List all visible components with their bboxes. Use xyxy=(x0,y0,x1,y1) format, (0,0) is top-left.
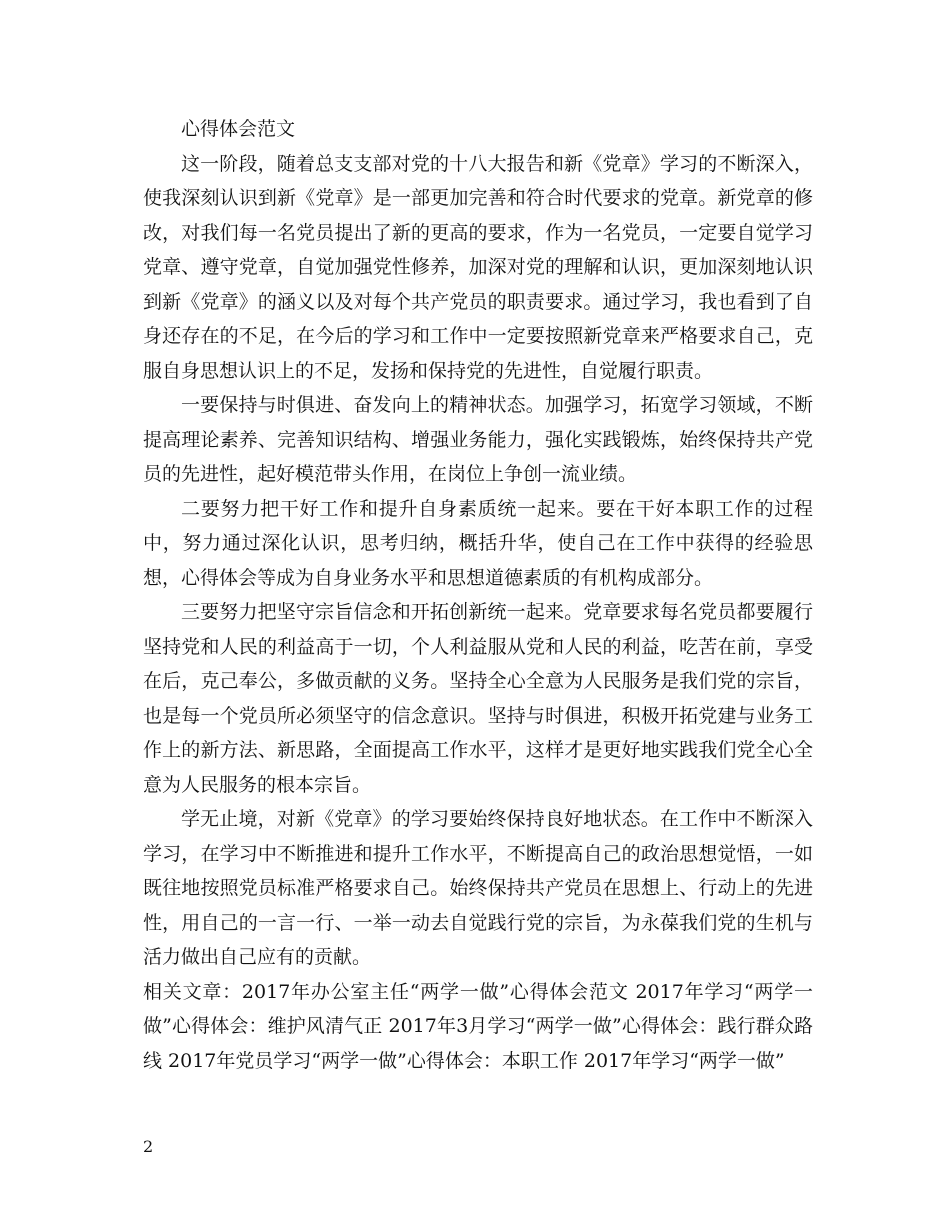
document-body xyxy=(143,112,813,1078)
paragraph-point-two: 二要努力把干好工作和提升自身素质统一起来。要在干好本职工作的过程中，努力通过深化认识，思考归纳，概括升华，使自己在工作中获得的经验思想，心得体会等成为自身业务水平和思想道德素质的有机构成部分。 xyxy=(143,497,813,589)
related-articles: 相关文章：2017年办公室主任“两学一做”心得体会范文 2017年学习“两学一做”心得体会：维护风清气正 2017年3月学习“两学一做”心得体会：践行群众路线 2017年党员学习“两学一做”心得体会：本职工作 2017年学习“两学一做” xyxy=(143,980,813,1072)
paragraph-point-one: 一要保持与时俱进、奋发向上的精神状态。加强学习，拓宽学习领域，不断提高理论素养、完善知识结构、增强业务能力，强化实践锻炼，始终保持共产党员的先进性，起好模范带头作用，在岗位上争创一流业绩。 xyxy=(143,394,813,485)
paragraph-conclusion: 学无止境，对新《党章》的学习要始终保持良好地状态。在工作中不断深入学习，在学习中不断推进和提升工作水平，不断提高自己的政治思想觉悟，一如既往地按照党员标准严格要求自己。始终保持共产党员在思想上、行动上的先进性，用自己的一言一行、一举一动去自觉践行党的宗旨，为永葆我们党的生机与活力做出自己应有的贡献。 xyxy=(143,808,813,968)
page-number: 2 xyxy=(143,1137,154,1156)
paragraph-point-three: 三要努力把坚守宗旨信念和开拓创新统一起来。党章要求每名党员都要履行坚持党和人民的利益高于一切，个人利益服从党和人民的利益，吃苦在前，享受在后，克己奉公，多做贡献的义务。坚持全心全意为人民服务是我们党的宗旨，也是每一个党员所必须坚守的信念意识。坚持与时俱进，积极开拓党建与业务工作上的新方法、新思路，全面提高工作水平，这样才是更好地实践我们党全心全意为人民服务的根本宗旨。 xyxy=(143,601,813,796)
paragraph-intro: 这一阶段，随着总支支部对党的十八大报告和新《党章》学习的不断深入，使我深刻认识到新《党章》是一部更加完善和符合时代要求的党章。新党章的修改，对我们每一名党员提出了新的更高的要求，作为一名党员，一定要自觉学习党章、遵守党章，自觉加强党性修养，加深对党的理解和认识，更加深刻地认识到新《党章》的涵义以及对每个共产党员的职责要求。通过学习，我也看到了自身还存在的不足，在今后的学习和工作中一定要按照新党章来严格要求自己，克服自身思想认识上的不足，发扬和保持党的先进性，自觉履行职责。 xyxy=(143,152,813,382)
document-title: 心得体会范文 xyxy=(181,118,296,140)
